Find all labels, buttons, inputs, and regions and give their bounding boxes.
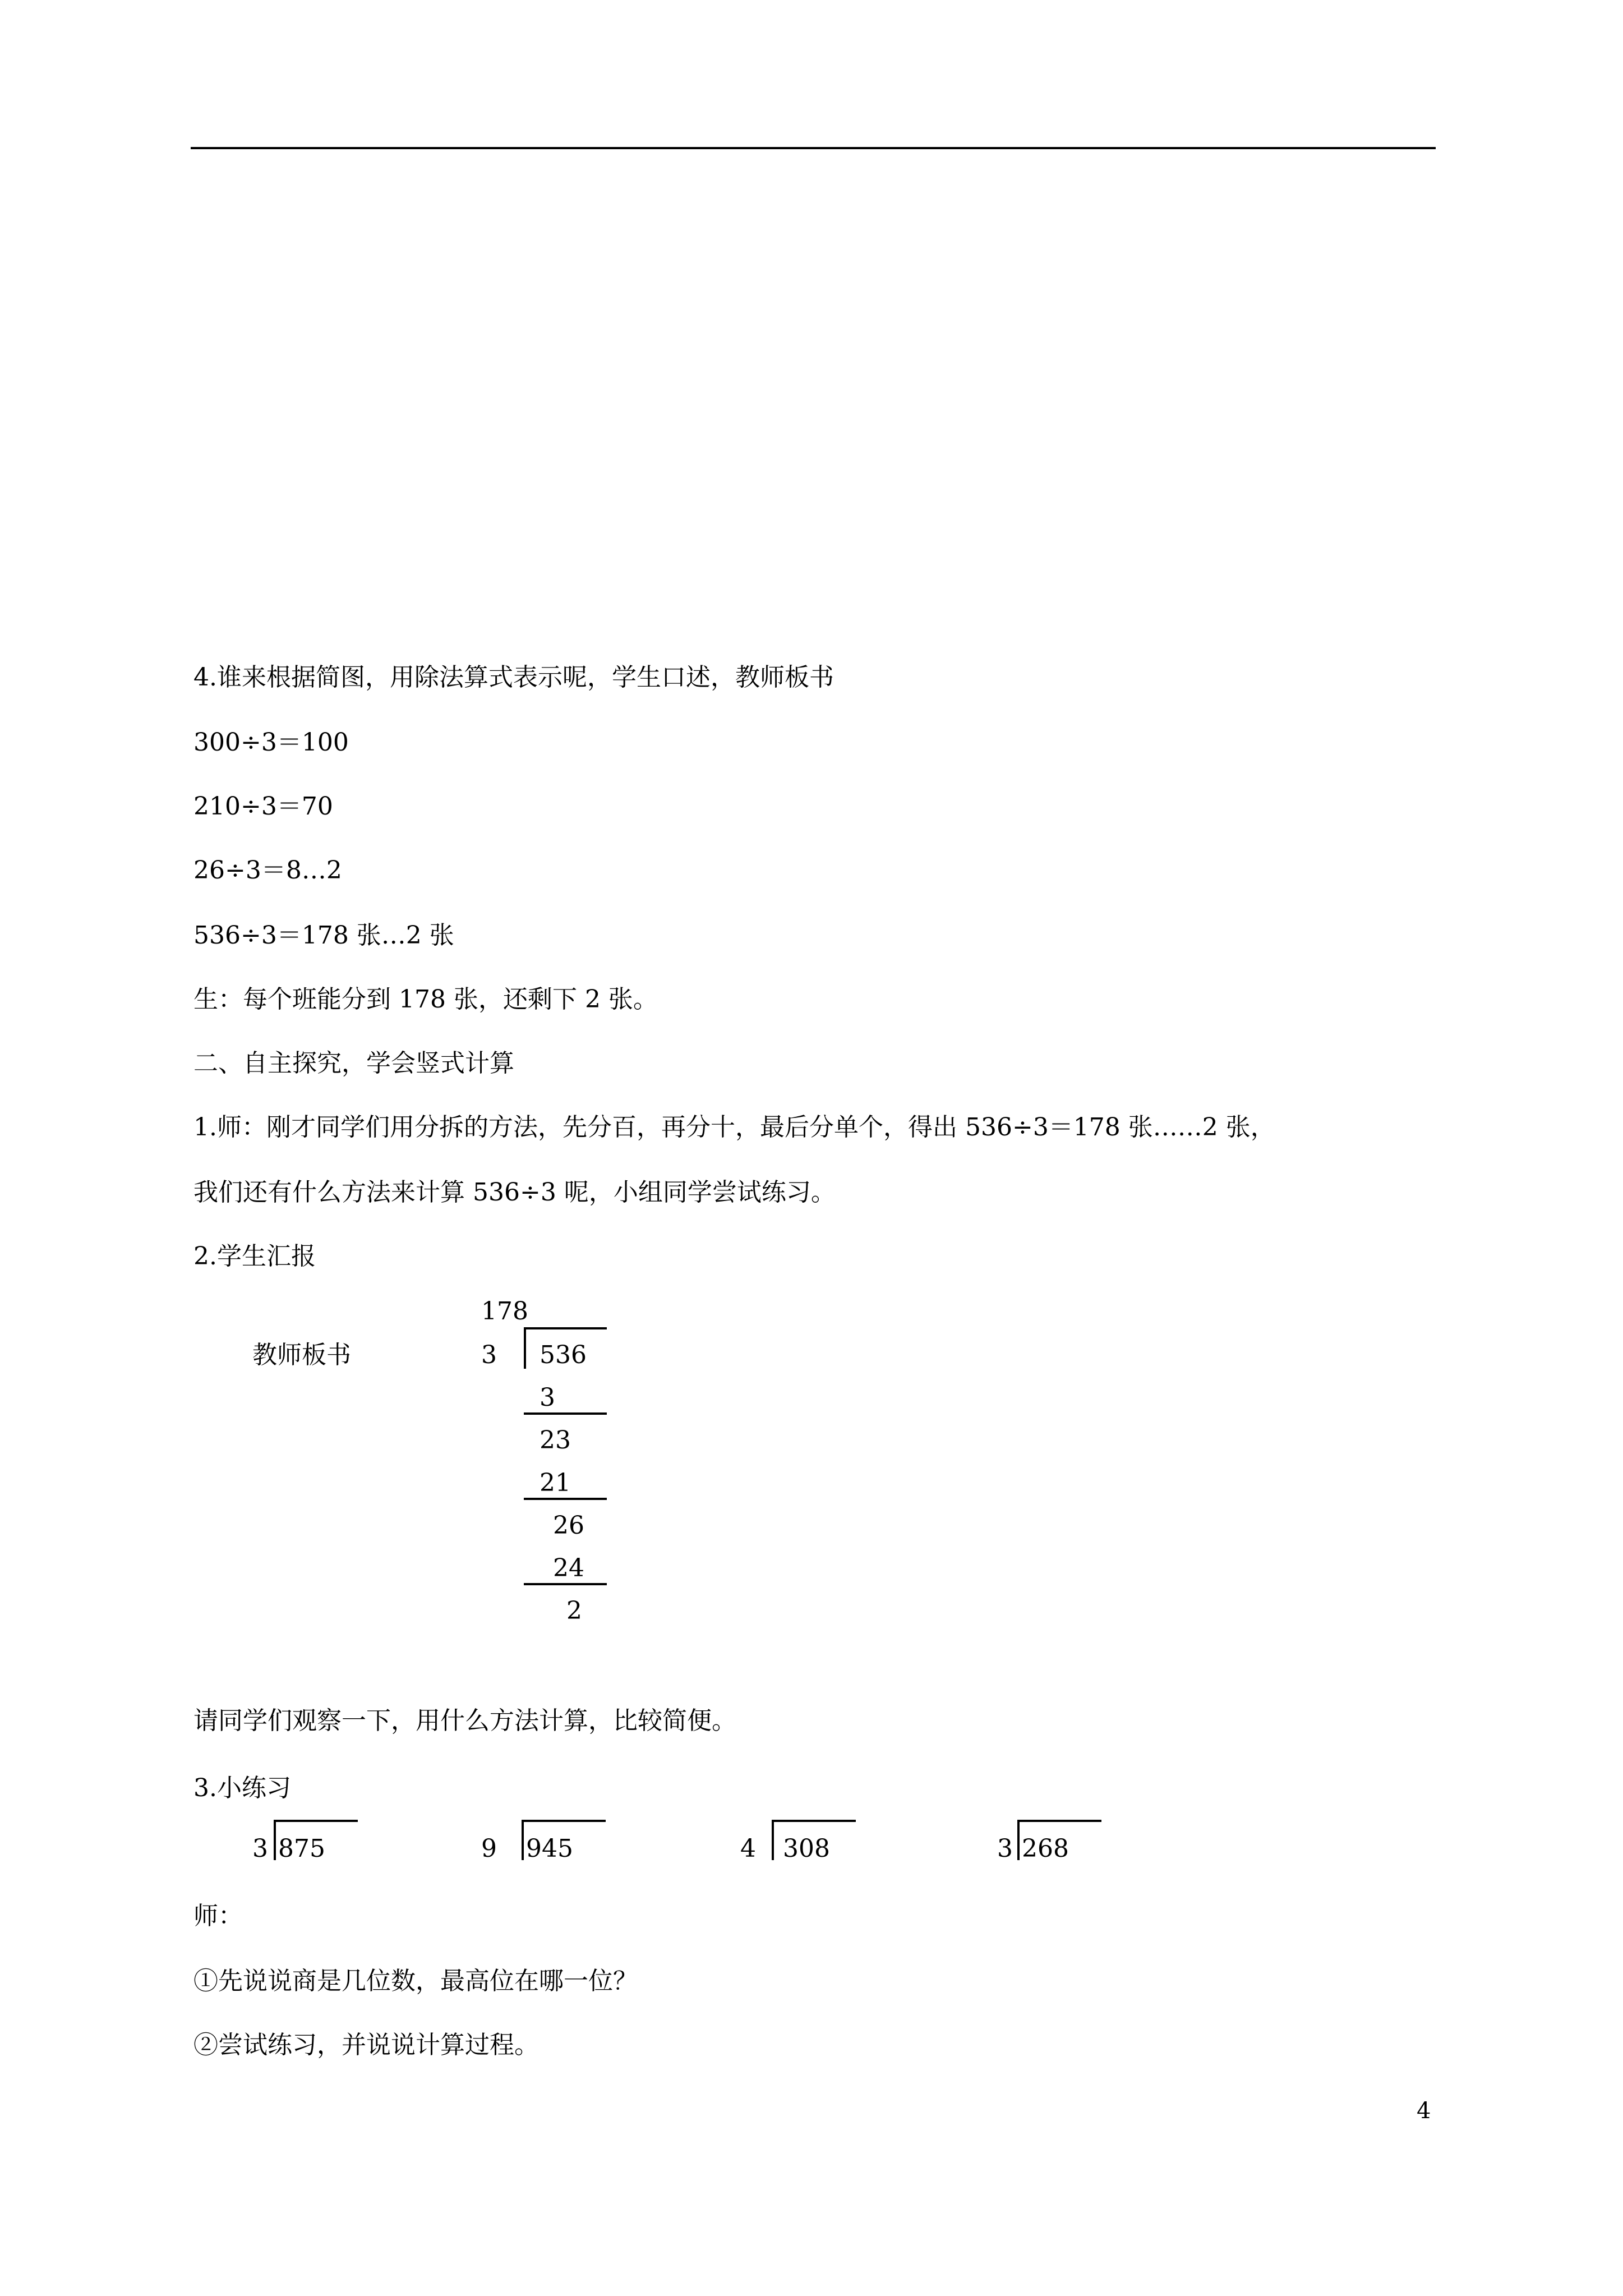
exercise-bracket-top — [274, 1820, 358, 1822]
equation-210: 210÷3＝70 — [193, 792, 333, 821]
exercise-bracket-vertical — [274, 1820, 276, 1860]
quotient: 178 — [481, 1297, 528, 1326]
exercise-dividend: 875 — [278, 1834, 325, 1863]
step-subtract-2: 21 — [540, 1469, 571, 1497]
page-number: 4 — [1417, 2098, 1431, 2124]
practice-heading: 3.小练习 — [193, 1774, 291, 1802]
exercise-dividend: 268 — [1022, 1834, 1069, 1863]
header-rule — [191, 147, 1436, 149]
final-remainder: 2 — [566, 1596, 582, 1625]
dividend: 536 — [540, 1341, 587, 1369]
step-subtract-1: 3 — [540, 1383, 555, 1412]
exercise-bracket-top — [772, 1820, 856, 1822]
exercise-dividend: 308 — [783, 1834, 830, 1863]
step-rule-2 — [524, 1498, 607, 1500]
equation-26: 26÷3＝8…2 — [193, 856, 342, 885]
division-bracket-vertical — [524, 1327, 526, 1369]
exercise-bracket-vertical — [1017, 1820, 1020, 1860]
student-answer: 生：每个班能分到 178 张，还剩下 2 张。 — [193, 985, 658, 1014]
instruction-step-1: ①先说说商是几位数，最高位在哪一位？ — [193, 1967, 638, 1995]
exercise-divisor: 9 — [481, 1834, 497, 1863]
exercise-bracket-top — [522, 1820, 606, 1822]
equation-536: 536÷3＝178 张…2 张 — [193, 921, 454, 950]
division-bracket-top — [524, 1327, 607, 1329]
exercise-divisor: 3 — [997, 1834, 1013, 1863]
teacher-instruction-1: 1.师：刚才同学们用分拆的方法，先分百，再分十，最后分单个，得出 536÷3＝178 张……2 张， — [193, 1113, 1275, 1142]
step-rule-3 — [524, 1583, 607, 1585]
exercise-divisor: 4 — [740, 1834, 756, 1863]
exercise-bracket-top — [1017, 1820, 1101, 1822]
teacher-label: 师： — [193, 1902, 243, 1930]
step-rule-1 — [524, 1412, 607, 1415]
section-heading-2: 二、自主探究，学会竖式计算 — [193, 1049, 514, 1078]
board-label: 教师板书 — [252, 1341, 351, 1369]
text-line-question-4: 4.谁来根据简图，用除法算式表示呢，学生口述，教师板书 — [193, 663, 834, 692]
exercise-bracket-vertical — [772, 1820, 774, 1860]
instruction-step-2: ②尝试练习，并说说计算过程。 — [193, 2031, 539, 2059]
exercise-divisor: 3 — [252, 1834, 268, 1863]
step-remainder-2: 26 — [553, 1511, 584, 1540]
teacher-instruction-1-cont: 我们还有什么方法来计算 536÷3 呢，小组同学尝试练习。 — [193, 1178, 836, 1207]
step-remainder-1: 23 — [540, 1426, 571, 1455]
exercise-bracket-vertical — [522, 1820, 524, 1860]
observation-prompt: 请同学们观察一下，用什么方法计算，比较简便。 — [193, 1706, 736, 1735]
step-subtract-3: 24 — [553, 1554, 584, 1582]
exercise-dividend: 945 — [526, 1834, 573, 1863]
divisor: 3 — [481, 1341, 497, 1369]
student-report-heading: 2.学生汇报 — [193, 1242, 316, 1271]
equation-300: 300÷3＝100 — [193, 728, 349, 757]
